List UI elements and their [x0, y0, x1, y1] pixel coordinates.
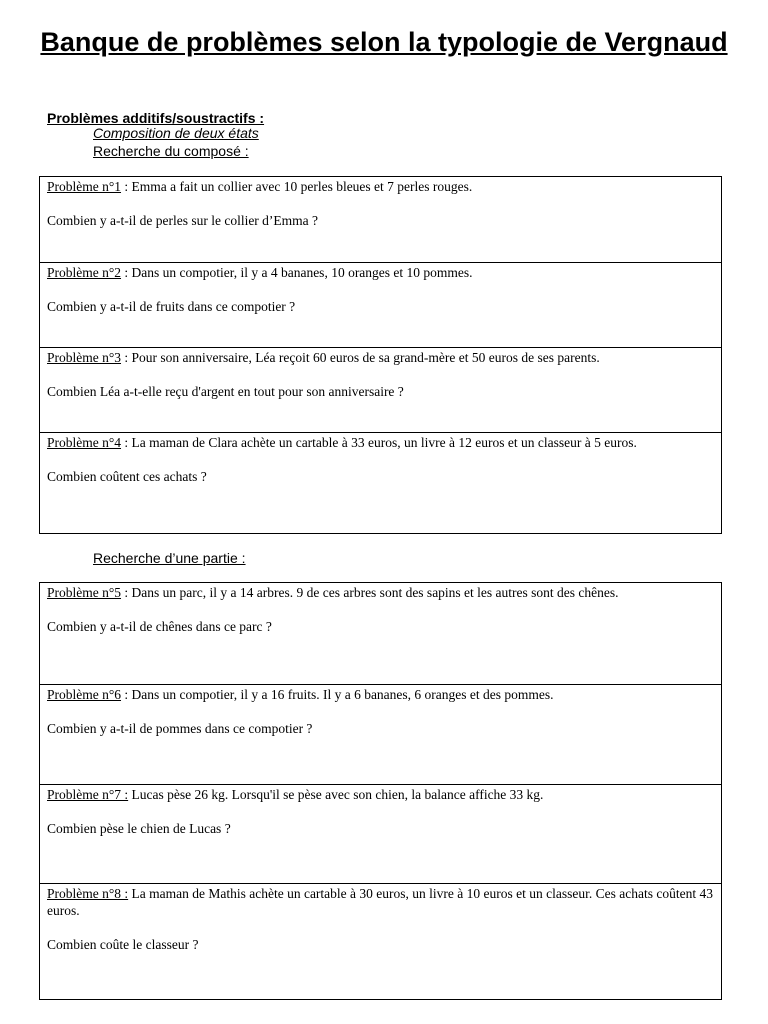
problem-question: Combien y a-t-il de fruits dans ce compotier ?	[47, 299, 296, 314]
problem-cell-4	[40, 432, 721, 533]
problem-statement: Problème n°2 : Dans un compotier, il y a 4 bananes, 10 oranges et 10 pommes.	[47, 265, 473, 280]
problem-text: Dans un compotier, il y a 4 bananes, 10 oranges et 10 pommes.	[131, 265, 473, 280]
problem-text: Dans un compotier, il y a 16 fruits. Il y a 6 bananes, 6 oranges et des pommes.	[131, 687, 554, 702]
problem-label: Problème n°5	[47, 585, 122, 600]
problem-statement	[47, 786, 714, 803]
problems-table-compose	[39, 176, 722, 534]
subsection-heading: Composition de deux états	[93, 125, 259, 141]
problem-cell-6	[40, 684, 721, 784]
problem-text: La maman de Mathis achète un cartable à 30 euros, un livre à 10 euros et un classeur. Ces achats coûtent 43 euros.	[47, 886, 713, 918]
problem-question: Combien y a-t-il de chênes dans ce parc ?	[47, 619, 272, 634]
problem-cell-7	[40, 784, 721, 883]
subheading-recherche-compose: Recherche du composé :	[93, 143, 249, 159]
problem-text: Dans un parc, il y a 14 arbres. 9 de ces arbres sont des sapins et les autres sont des chênes.	[131, 585, 619, 600]
problem-text: Lucas pèse 26 kg. Lorsqu'il se pèse avec son chien, la balance affiche 33 kg.	[131, 787, 544, 802]
problem-statement: Problème n°6 : Dans un compotier, il y a 16 fruits. Il y a 6 bananes, 6 oranges et des pommes.	[47, 687, 554, 702]
problem-question: Combien y a-t-il de pommes dans ce compotier ?	[47, 721, 313, 736]
problem-question: Combien pèse le chien de Lucas ?	[47, 821, 231, 836]
problem-label: Problème n°8 :	[47, 886, 129, 901]
problem-cell-1	[40, 177, 721, 262]
problem-label: Problème n°3	[47, 350, 122, 365]
problem-question: Combien coûte le classeur ?	[47, 937, 199, 952]
problem-cell-2	[40, 262, 721, 347]
problem-cell-8	[40, 883, 721, 999]
problem-statement: Problème n°1 : Emma a fait un collier avec 10 perles bleues et 7 perles rouges.	[47, 179, 473, 194]
problem-label: Problème n°7 :	[47, 787, 129, 802]
problem-question: Combien coûtent ces achats ?	[47, 469, 207, 484]
problem-label: Problème n°1	[47, 179, 122, 194]
problem-cell-3	[40, 347, 721, 432]
problem-question: Combien Léa a-t-elle reçu d'argent en tout pour son anniversaire ?	[47, 384, 404, 399]
problem-statement: Problème n°3 : Pour son anniversaire, Léa reçoit 60 euros de sa grand-mère et 50 euros de ses parents.	[47, 350, 600, 365]
problem-statement: Problème n°4 : La maman de Clara achète un cartable à 33 euros, un livre à 12 euros et un classeur à 5 euros.	[47, 435, 637, 450]
problem-text: Pour son anniversaire, Léa reçoit 60 euros de sa grand-mère et 50 euros de ses parents.	[131, 350, 600, 365]
problem-cell-5	[40, 583, 721, 684]
section-heading: Problèmes additifs/soustractifs :	[47, 110, 265, 126]
problem-label: Problème n°6	[47, 687, 122, 702]
problem-statement	[47, 885, 714, 919]
problem-label: Problème n°4	[47, 435, 122, 450]
page-title: Banque de problèmes selon la typologie de Vergnaud	[40, 27, 728, 57]
problem-text: La maman de Clara achète un cartable à 33 euros, un livre à 12 euros et un classeur à 5 euros.	[131, 435, 637, 450]
problem-question: Combien y a-t-il de perles sur le collier d’Emma ?	[47, 213, 319, 228]
problem-text: Emma a fait un collier avec 10 perles bleues et 7 perles rouges.	[131, 179, 473, 194]
subheading-recherche-partie: Recherche d’une partie :	[93, 550, 246, 566]
problem-label: Problème n°2	[47, 265, 122, 280]
problems-table-partie	[39, 582, 722, 1000]
problem-statement: Problème n°5 : Dans un parc, il y a 14 arbres. 9 de ces arbres sont des sapins et les autres sont des chênes.	[47, 585, 619, 600]
